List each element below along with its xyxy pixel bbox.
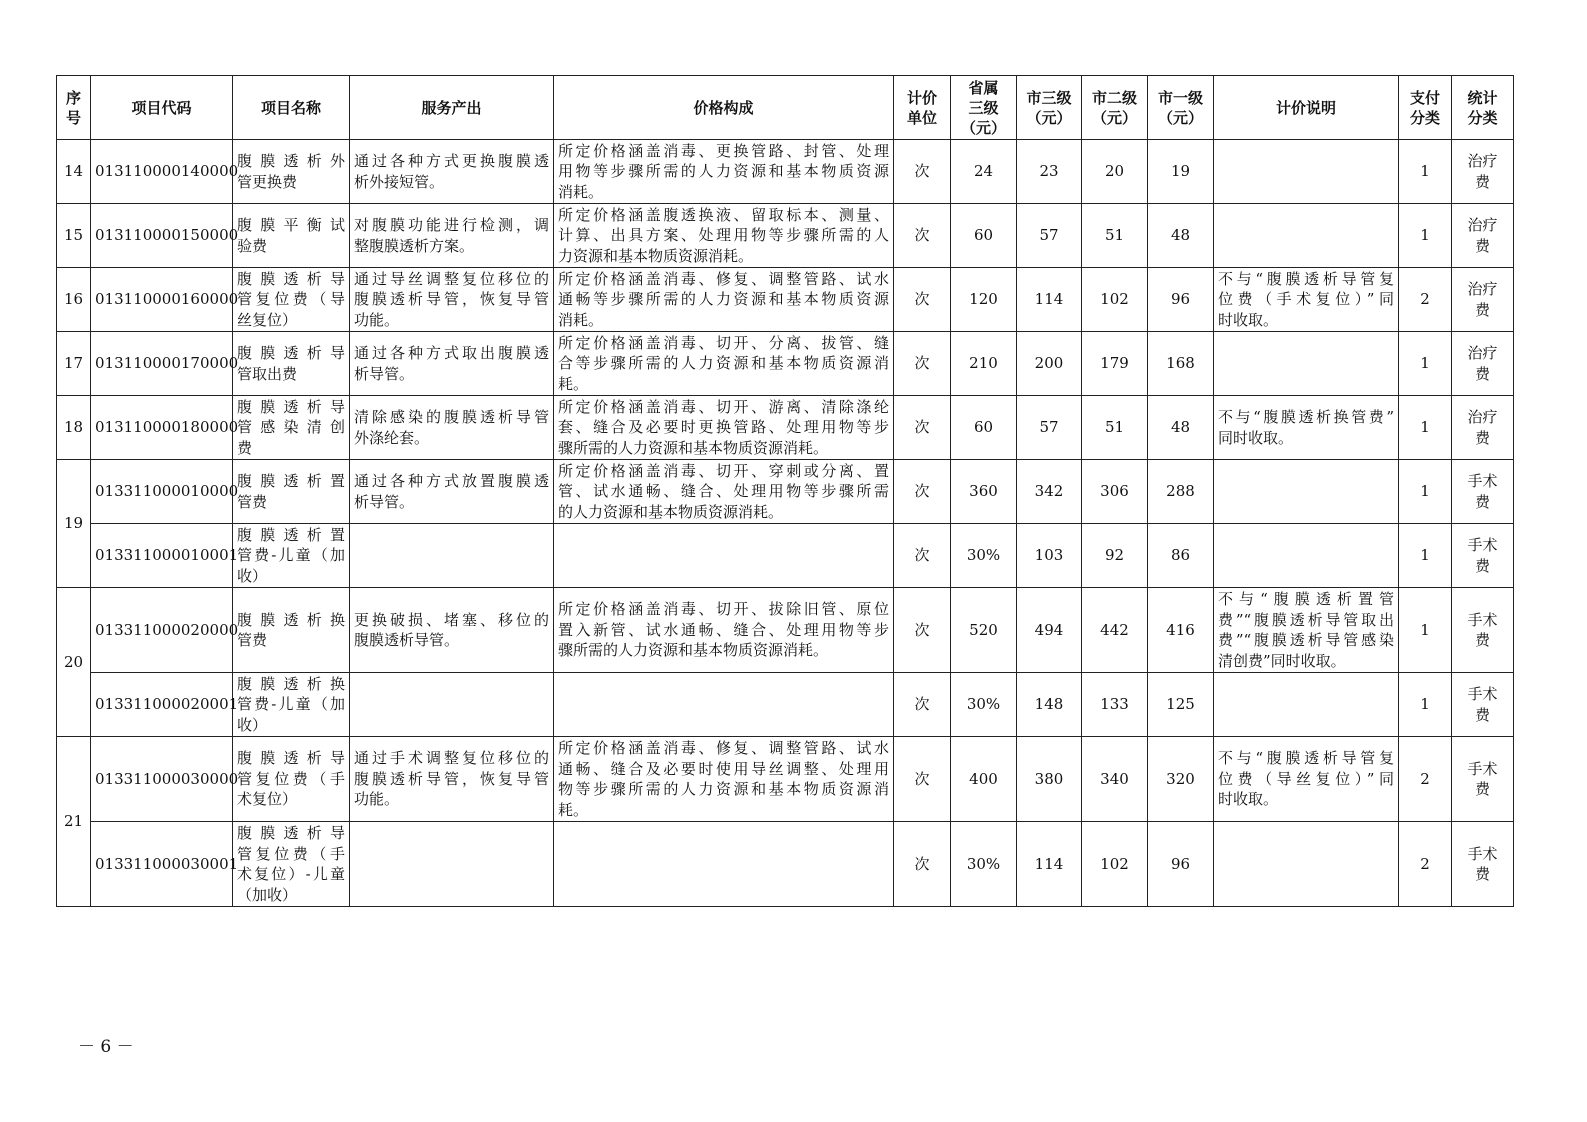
header-text: 计价	[906, 88, 937, 107]
cell-price	[554, 524, 894, 588]
cell-line: 腹膜透析导管，恢复导管	[354, 290, 549, 309]
cell-city1: 86	[1148, 524, 1214, 588]
cell-city1: 416	[1148, 588, 1214, 673]
header-text: 价格构成	[693, 98, 754, 117]
cell-line: 不与“腹膜透析置管	[1218, 590, 1394, 608]
cell-note	[1214, 204, 1399, 268]
cell-line: 腹膜透析换	[237, 674, 345, 693]
cell-line: 时收取。	[1218, 790, 1279, 809]
cell-line: 管费-儿童（加	[237, 546, 345, 565]
cell-stat	[1452, 140, 1514, 204]
cell-prov3: 30%	[951, 524, 1017, 588]
table-row	[57, 140, 1514, 204]
cell-name	[233, 460, 350, 524]
page-number: － 6 －	[78, 1037, 134, 1057]
header-text: （元）	[1026, 108, 1072, 127]
table-row	[57, 673, 1514, 737]
cell-line: 骤所需的人力资源和基本物质资源消耗。	[558, 438, 829, 457]
table-row	[57, 332, 1514, 396]
cell-stat	[1452, 396, 1514, 460]
cell-line: 治疗	[1467, 344, 1498, 362]
table-row	[57, 524, 1514, 588]
cell-line: 骤所需的人力资源和基本物质资源消耗。	[558, 641, 829, 660]
cell-unit: 次	[894, 822, 951, 907]
cell-city1: 19	[1148, 140, 1214, 204]
cell-line: 管更换费	[237, 172, 298, 191]
cell-note	[1214, 396, 1399, 460]
cell-line: 物等步骤所需的人力资源和基本物质资源消	[558, 780, 889, 798]
cell-line: 所定价格涵盖消毒、切开、穿刺或分离、置	[558, 461, 889, 480]
header-text: 号	[65, 108, 81, 127]
header-text: 支付	[1409, 88, 1440, 107]
cell-output	[350, 460, 554, 524]
cell-note	[1214, 673, 1399, 737]
header-text: （元）	[1091, 108, 1137, 127]
cell-city1: 96	[1148, 822, 1214, 907]
cell-name	[233, 204, 350, 268]
header-text: 分类	[1409, 108, 1440, 127]
cell-output	[350, 673, 554, 737]
cell-city1: 320	[1148, 737, 1214, 822]
cell-code: 013311000020000	[91, 588, 233, 673]
cell-price	[554, 737, 894, 822]
col-header-name	[233, 76, 350, 140]
cell-line: 耗。	[558, 800, 589, 819]
cell-line: 通畅、缝合及必要时使用导丝调整、处理用	[558, 759, 889, 778]
col-header-note	[1214, 76, 1399, 140]
cell-price	[554, 588, 894, 673]
cell-line: 费	[1474, 300, 1490, 319]
cell-output	[350, 822, 554, 907]
cell-line: 通过各种方式放置腹膜透	[354, 472, 549, 490]
cell-unit: 次	[894, 268, 951, 332]
cell-price	[554, 204, 894, 268]
cell-city2: 102	[1082, 268, 1148, 332]
cell-line: 清创费”同时收取。	[1218, 651, 1346, 670]
cell-line: 费	[1474, 428, 1490, 447]
cell-unit: 次	[894, 140, 951, 204]
cell-unit: 次	[894, 524, 951, 588]
cell-seq: 18	[57, 396, 91, 460]
cell-seq: 21	[57, 737, 91, 907]
cell-line: 所定价格涵盖消毒、修复、调整管路、试水	[558, 269, 889, 288]
cell-line: 腹膜透析导	[237, 397, 345, 416]
cell-code: 013110000160000	[91, 268, 233, 332]
cell-name	[233, 737, 350, 822]
cell-line: 收）	[237, 715, 268, 734]
cell-line: 费	[1474, 236, 1490, 255]
cell-price	[554, 460, 894, 524]
cell-line: 手术	[1467, 844, 1498, 863]
cell-note	[1214, 140, 1399, 204]
header-text: 市二级	[1091, 88, 1137, 107]
cell-code: 013110000170000	[91, 332, 233, 396]
cell-line: 手术	[1467, 759, 1498, 778]
cell-city3: 380	[1017, 737, 1082, 822]
col-header-city2	[1082, 76, 1148, 140]
col-header-output	[350, 76, 554, 140]
table-row	[57, 396, 1514, 460]
cell-seq: 16	[57, 268, 91, 332]
cell-note	[1214, 460, 1399, 524]
cell-prov3: 60	[951, 396, 1017, 460]
col-header-stat	[1452, 76, 1514, 140]
cell-unit: 次	[894, 737, 951, 822]
header-text: 三级	[968, 98, 999, 117]
cell-line: 所定价格涵盖消毒、修复、调整管路、试水	[558, 739, 889, 757]
cell-line: 腹膜透析外	[237, 152, 345, 170]
cell-note	[1214, 524, 1399, 588]
cell-pay: 1	[1399, 332, 1452, 396]
cell-line: 整腹膜透析方案。	[354, 236, 475, 255]
cell-unit: 次	[894, 332, 951, 396]
cell-city3: 103	[1017, 524, 1082, 588]
col-header-price	[554, 76, 894, 140]
cell-city1: 48	[1148, 204, 1214, 268]
cell-output	[350, 737, 554, 822]
cell-line: 清除感染的腹膜透析导管	[354, 408, 549, 426]
cell-city3: 200	[1017, 332, 1082, 396]
cell-prov3: 400	[951, 737, 1017, 822]
cell-line: 腹膜透析导	[237, 749, 345, 768]
cell-note	[1214, 822, 1399, 907]
cell-line: 腹膜透析换	[237, 610, 345, 629]
header-text: 市一级	[1157, 88, 1203, 107]
cell-line: 所定价格涵盖消毒、切开、分离、拔管、缝	[558, 333, 889, 352]
cell-prov3: 360	[951, 460, 1017, 524]
cell-city3: 57	[1017, 396, 1082, 460]
cell-line: 功能。	[354, 790, 400, 809]
cell-city2: 92	[1082, 524, 1148, 588]
cell-line: 通过手术调整复位移位的	[354, 749, 549, 768]
cell-output	[350, 140, 554, 204]
cell-city2: 51	[1082, 204, 1148, 268]
cell-prov3: 30%	[951, 822, 1017, 907]
cell-note	[1214, 588, 1399, 673]
cell-line: 通过各种方式取出腹膜透	[354, 344, 549, 362]
cell-line: 管费-儿童（加	[237, 695, 345, 714]
cell-city3: 494	[1017, 588, 1082, 673]
cell-pay: 1	[1399, 673, 1452, 737]
cell-line: 不与“腹膜透析导管复	[1218, 269, 1394, 288]
header-text: 市三级	[1026, 88, 1072, 107]
cell-line: 丝复位）	[237, 310, 298, 329]
cell-pay: 2	[1399, 268, 1452, 332]
cell-line: 治疗	[1467, 216, 1498, 234]
cell-stat	[1452, 460, 1514, 524]
cell-city1: 288	[1148, 460, 1214, 524]
col-header-prov3	[951, 76, 1017, 140]
cell-line: 析导管。	[354, 492, 415, 511]
header-text: 省属	[968, 78, 999, 97]
cell-code: 013311000030000	[91, 737, 233, 822]
cell-line: 耗。	[558, 374, 589, 393]
cell-name	[233, 673, 350, 737]
cell-line: 腹膜透析置	[237, 472, 345, 490]
col-header-seq	[57, 76, 91, 140]
cell-output	[350, 396, 554, 460]
cell-city3: 114	[1017, 822, 1082, 907]
cell-line: 同时收取。	[1218, 428, 1294, 447]
cell-code: 013110000180000	[91, 396, 233, 460]
cell-line: 腹膜透析置	[237, 525, 345, 544]
cell-line: 所定价格涵盖消毒、更换管路、封管、处理	[558, 141, 889, 160]
cell-line: 位费（导丝复位）”同	[1218, 769, 1394, 788]
header-text: 服务产出	[421, 98, 482, 117]
cell-city3: 57	[1017, 204, 1082, 268]
cell-name	[233, 268, 350, 332]
cell-prov3: 210	[951, 332, 1017, 396]
cell-prov3: 520	[951, 588, 1017, 673]
cell-line: 费”“腹膜透析导管感染	[1218, 631, 1394, 649]
cell-city3: 23	[1017, 140, 1082, 204]
cell-name	[233, 140, 350, 204]
cell-name	[233, 822, 350, 907]
cell-line: 腹膜透析导	[237, 824, 345, 842]
col-header-city3	[1017, 76, 1082, 140]
cell-pay: 1	[1399, 524, 1452, 588]
cell-seq: 20	[57, 588, 91, 737]
cell-line: 治疗	[1467, 408, 1498, 426]
cell-city2: 306	[1082, 460, 1148, 524]
cell-city2: 340	[1082, 737, 1148, 822]
cell-code: 013110000150000	[91, 204, 233, 268]
cell-stat	[1452, 673, 1514, 737]
cell-prov3: 120	[951, 268, 1017, 332]
cell-line: 套、缝合及必要时更换管路、处理用物等步	[558, 418, 889, 437]
cell-line: 治疗	[1467, 152, 1498, 170]
cell-line: 消耗。	[558, 182, 604, 201]
cell-seq: 19	[57, 460, 91, 588]
cell-price	[554, 396, 894, 460]
cell-line: 管复位费（手	[237, 844, 345, 863]
cell-line: 收）	[237, 566, 268, 585]
cell-line: 术复位）-儿童	[237, 865, 345, 883]
col-header-city1	[1148, 76, 1214, 140]
cell-line: 置入新管、试水通畅、缝合、处理用物等步	[558, 620, 889, 639]
table-row	[57, 588, 1514, 673]
cell-line: 费	[1474, 631, 1490, 649]
cell-pay: 1	[1399, 396, 1452, 460]
cell-line: 费	[1474, 705, 1490, 724]
cell-note	[1214, 268, 1399, 332]
cell-line: 功能。	[354, 310, 400, 329]
cell-line: 费	[1474, 172, 1490, 191]
cell-city3: 114	[1017, 268, 1082, 332]
cell-line: 对腹膜功能进行检测，调	[354, 216, 549, 234]
cell-line: 的人力资源和基本物质资源消耗。	[558, 502, 784, 521]
cell-stat	[1452, 737, 1514, 822]
cell-line: 验费	[237, 236, 268, 255]
cell-line: 治疗	[1467, 280, 1498, 298]
cell-line: 费	[237, 438, 253, 457]
cell-prov3: 30%	[951, 673, 1017, 737]
cell-line: 腹膜平衡试	[237, 216, 345, 234]
cell-price	[554, 332, 894, 396]
cell-city1: 96	[1148, 268, 1214, 332]
cell-code: 013110000140000	[91, 140, 233, 204]
header-text: 单位	[906, 108, 937, 127]
cell-note	[1214, 332, 1399, 396]
cell-line: 管感染清创	[237, 418, 345, 437]
cell-line: 管复位费（导	[237, 290, 345, 309]
cell-line: 手术	[1467, 472, 1498, 490]
cell-line: 手术	[1467, 536, 1498, 554]
cell-line: 力资源和基本物质资源消耗。	[558, 246, 754, 265]
cell-stat	[1452, 822, 1514, 907]
cell-seq: 17	[57, 332, 91, 396]
cell-unit: 次	[894, 588, 951, 673]
cell-code: 013311000010000	[91, 460, 233, 524]
cell-stat	[1452, 268, 1514, 332]
cell-seq: 15	[57, 204, 91, 268]
cell-pay: 2	[1399, 822, 1452, 907]
cell-line: 通畅等步骤所需的人力资源和基本物质资源	[558, 290, 889, 309]
cell-unit: 次	[894, 673, 951, 737]
cell-pay: 1	[1399, 204, 1452, 268]
cell-pay: 1	[1399, 460, 1452, 524]
header-row	[57, 76, 1514, 140]
cell-city3: 342	[1017, 460, 1082, 524]
cell-seq: 14	[57, 140, 91, 204]
cell-line: 管、试水通畅、缝合、处理用物等步骤所需	[558, 482, 889, 501]
cell-code: 013311000010001	[91, 524, 233, 588]
cell-price	[554, 268, 894, 332]
cell-unit: 次	[894, 204, 951, 268]
cell-name	[233, 332, 350, 396]
cell-code: 013311000030001	[91, 822, 233, 907]
cell-line: 更换破损、堵塞、移位的	[354, 610, 549, 629]
cell-city1: 48	[1148, 396, 1214, 460]
cell-name	[233, 588, 350, 673]
header-text: 计价说明	[1275, 98, 1336, 117]
cell-line: 不与“腹膜透析导管复	[1218, 749, 1394, 768]
cell-line: 腹膜透析导管。	[354, 631, 460, 649]
cell-line: 不与“腹膜透析换管费”	[1218, 408, 1394, 426]
cell-pay: 1	[1399, 588, 1452, 673]
price-table	[56, 75, 1514, 907]
cell-unit: 次	[894, 460, 951, 524]
cell-line: 位费（手术复位）”同	[1218, 290, 1394, 309]
header-text: 序	[65, 88, 81, 107]
cell-output	[350, 588, 554, 673]
cell-unit: 次	[894, 396, 951, 460]
cell-city2: 442	[1082, 588, 1148, 673]
cell-line: 术复位）	[237, 790, 298, 809]
cell-line: 管复位费（手	[237, 769, 345, 788]
cell-line: 费	[1474, 556, 1490, 575]
cell-line: 所定价格涵盖消毒、切开、游离、清除涤纶	[558, 397, 889, 416]
cell-note	[1214, 737, 1399, 822]
cell-line: （加收）	[237, 885, 298, 904]
header-text: 统计	[1467, 88, 1498, 107]
cell-line: 管取出费	[237, 364, 298, 383]
cell-pay: 2	[1399, 737, 1452, 822]
header-text: 分类	[1467, 108, 1498, 127]
cell-output	[350, 524, 554, 588]
cell-line: 所定价格涵盖腹透换液、留取标本、测量、	[558, 205, 889, 224]
cell-output	[350, 332, 554, 396]
cell-line: 通过各种方式更换腹膜透	[354, 152, 549, 170]
cell-line: 计算、出具方案、处理用物等步骤所需的人	[558, 226, 889, 245]
cell-line: 时收取。	[1218, 310, 1279, 329]
cell-price	[554, 822, 894, 907]
cell-line: 析外接短管。	[354, 172, 445, 191]
cell-price	[554, 673, 894, 737]
cell-line: 消耗。	[558, 310, 604, 329]
cell-line: 管费	[237, 492, 268, 511]
cell-line: 费	[1474, 865, 1490, 883]
cell-line: 管费	[237, 631, 268, 649]
cell-stat	[1452, 524, 1514, 588]
table-row	[57, 460, 1514, 524]
cell-prov3: 60	[951, 204, 1017, 268]
table-row	[57, 204, 1514, 268]
cell-line: 腹膜透析导	[237, 344, 345, 362]
cell-line: 用物等步骤所需的人力资源和基本物质资源	[558, 162, 889, 181]
cell-name	[233, 524, 350, 588]
table-row	[57, 268, 1514, 332]
table-row	[57, 822, 1514, 907]
cell-line: 所定价格涵盖消毒、切开、拔除旧管、原位	[558, 600, 889, 619]
cell-line: 腹膜透析导管，恢复导管	[354, 769, 549, 788]
cell-line: 费	[1474, 364, 1490, 383]
cell-city2: 133	[1082, 673, 1148, 737]
cell-pay: 1	[1399, 140, 1452, 204]
table-body	[57, 140, 1514, 907]
col-header-pay	[1399, 76, 1452, 140]
cell-city2: 179	[1082, 332, 1148, 396]
cell-stat	[1452, 332, 1514, 396]
cell-line: 外涤纶套。	[354, 428, 430, 447]
cell-city2: 20	[1082, 140, 1148, 204]
col-header-unit	[894, 76, 951, 140]
header-text: （元）	[1157, 108, 1203, 127]
cell-prov3: 24	[951, 140, 1017, 204]
cell-line: 手术	[1467, 610, 1498, 629]
cell-output	[350, 204, 554, 268]
header-text: 项目名称	[260, 98, 321, 117]
cell-city2: 102	[1082, 822, 1148, 907]
cell-stat	[1452, 588, 1514, 673]
cell-line: 费”“腹膜透析导管取出	[1218, 610, 1394, 629]
cell-line: 腹膜透析导	[237, 269, 345, 288]
cell-line: 通过导丝调整复位移位的	[354, 269, 549, 288]
header-text: 项目代码	[131, 98, 192, 117]
cell-price	[554, 140, 894, 204]
cell-city1: 125	[1148, 673, 1214, 737]
cell-city2: 51	[1082, 396, 1148, 460]
table-row	[57, 737, 1514, 822]
cell-code: 013311000020001	[91, 673, 233, 737]
header-text: （元）	[960, 118, 1006, 137]
cell-output	[350, 268, 554, 332]
col-header-code	[91, 76, 233, 140]
cell-line: 费	[1474, 780, 1490, 798]
cell-stat	[1452, 204, 1514, 268]
cell-city1: 168	[1148, 332, 1214, 396]
cell-line: 析导管。	[354, 364, 415, 383]
cell-name	[233, 396, 350, 460]
cell-line: 手术	[1467, 685, 1498, 703]
cell-line: 费	[1474, 492, 1490, 511]
cell-line: 合等步骤所需的人力资源和基本物质资源消	[558, 354, 889, 373]
cell-city3: 148	[1017, 673, 1082, 737]
